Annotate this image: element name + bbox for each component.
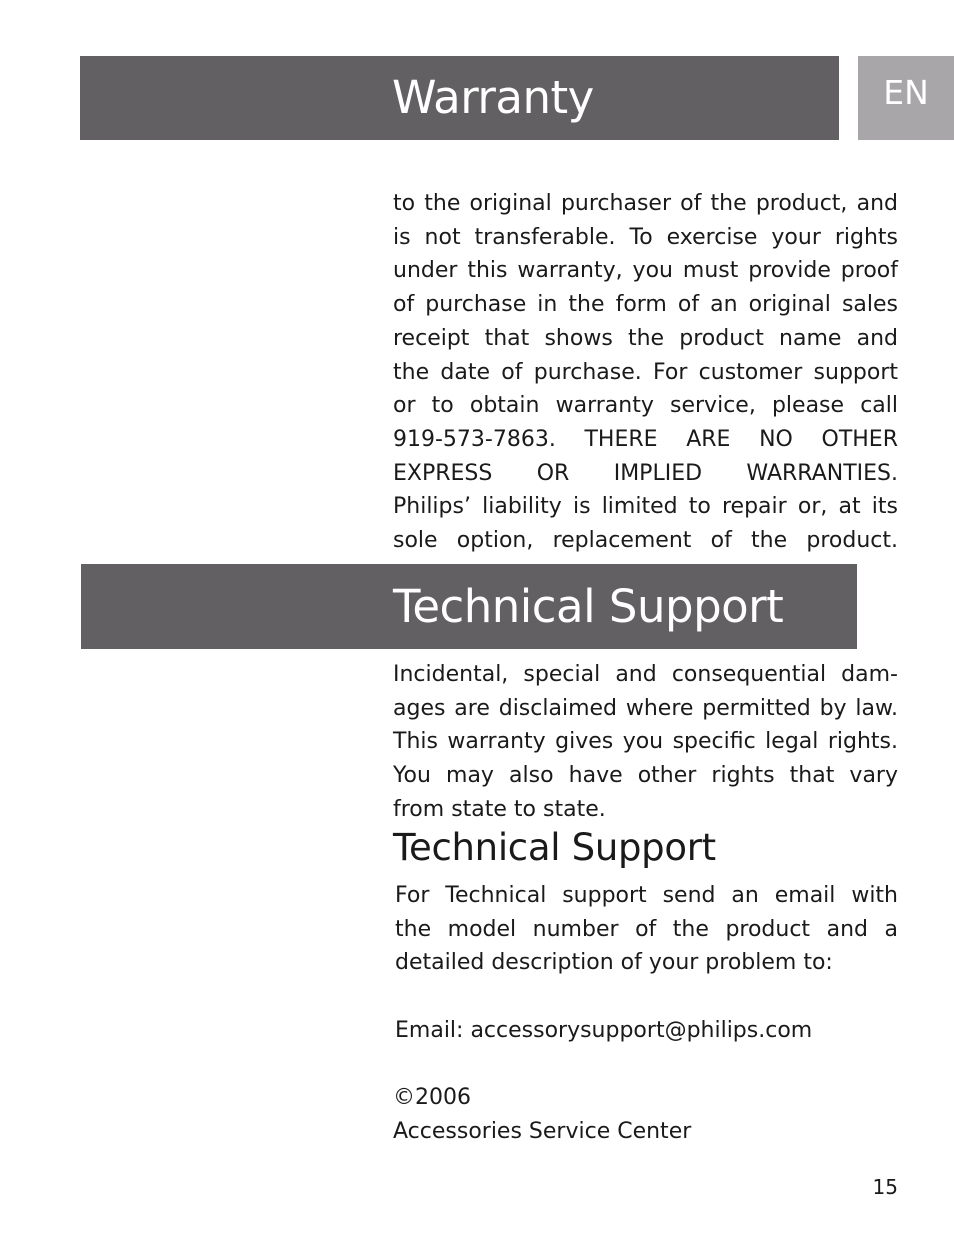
warranty-header-banner: [80, 56, 839, 140]
text-line: is not transferable. To exercise your rights: [393, 224, 898, 250]
text-line: This warranty gives you specific legal rights.: [393, 729, 898, 755]
copyright-notice: ©2006: [393, 1085, 471, 1110]
text-line: 919-573-7863. THERE ARE NO OTHER: [393, 426, 898, 452]
warranty-title: Warranty: [392, 71, 594, 124]
support-instructions-paragraph: [395, 879, 898, 980]
text-line: For Technical support send an email with: [395, 883, 898, 908]
page-number: 15: [872, 1175, 898, 1199]
text-line: to the original purchaser of the product, and: [393, 191, 898, 216]
text-line: the model number of the product and a: [395, 916, 898, 942]
text-line: or to obtain warranty service, please call: [393, 393, 898, 419]
technical-support-heading: Technical Support: [393, 826, 716, 869]
text-line: Incidental, special and consequential dam-: [393, 662, 898, 687]
text-line: You may also have other rights that vary: [393, 763, 898, 789]
text-line: detailed description of your problem to:: [395, 950, 833, 976]
text-line: ages are disclaimed where permitted by law.: [393, 695, 898, 721]
text-line: of purchase in the form of an original sales: [393, 292, 898, 318]
technical-support-banner-title: Technical Support: [393, 580, 784, 633]
technical-support-banner: [81, 564, 857, 649]
language-tab: EN: [858, 56, 954, 140]
text-line: receipt that shows the product name and: [393, 325, 898, 351]
text-line: under this warranty, you must provide proof: [393, 258, 898, 284]
warranty-paragraph: [393, 187, 898, 558]
text-line: EXPRESS OR IMPLIED WARRANTIES.: [393, 460, 898, 486]
text-line: sole option, replacement of the product.: [393, 528, 898, 554]
service-center-name: Accessories Service Center: [393, 1119, 692, 1144]
text-line: the date of purchase. For customer support: [393, 359, 898, 385]
text-line: from state to state.: [393, 796, 606, 822]
disclaimer-paragraph: [393, 658, 898, 827]
support-email: Email: accessorysupport@philips.com: [395, 1018, 813, 1043]
text-line: Philips’ liability is limited to repair or, at its: [393, 494, 898, 520]
